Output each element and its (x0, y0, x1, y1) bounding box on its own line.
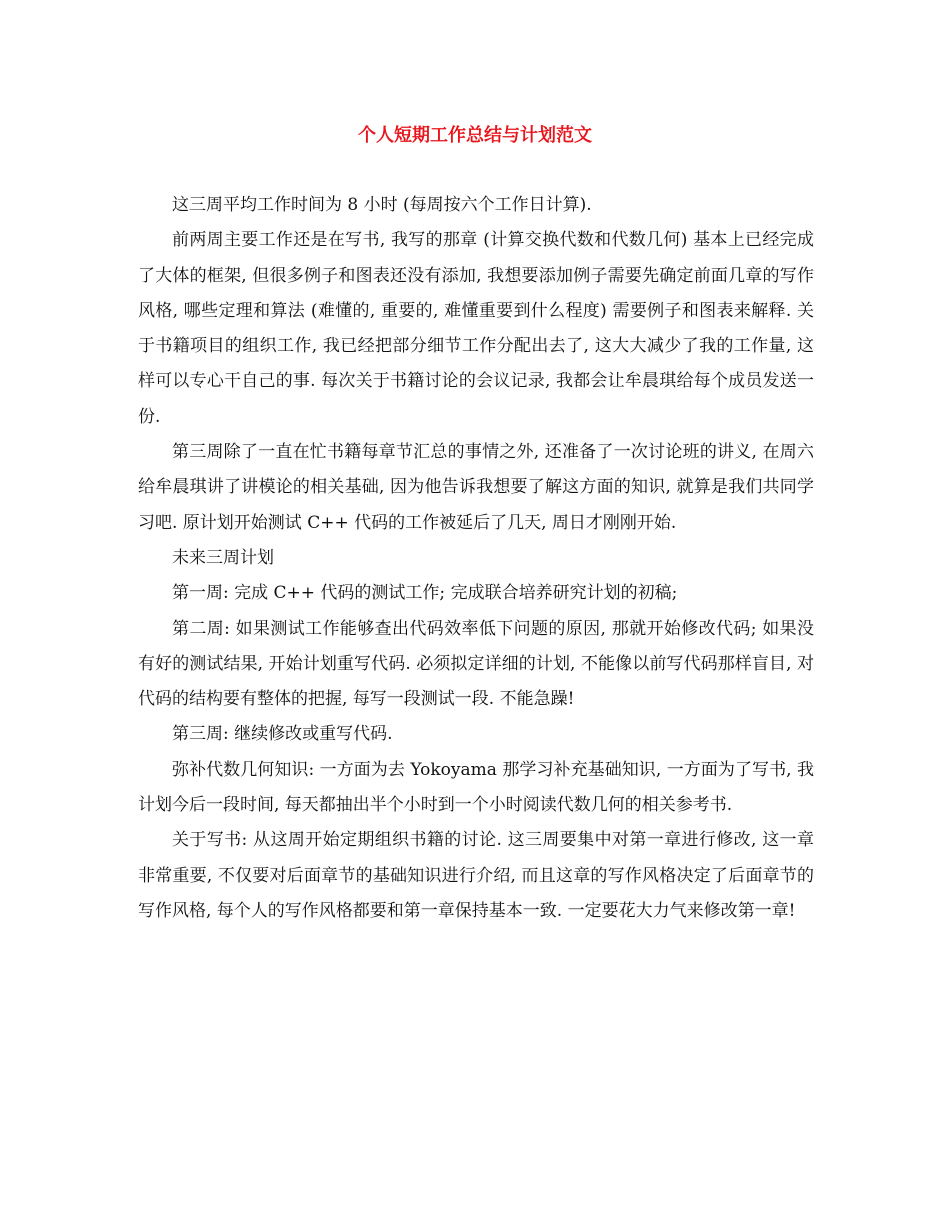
paragraph-algebraic-geometry: 弥补代数几何知识: 一方面为去 Yokoyama 那学习补充基础知识, 一方面为了写书, 我计划今后一段时间, 每天都抽出半个小时到一个小时阅读代数几何的相关参考书. (138, 759, 814, 816)
paragraph-week-two: 第二周: 如果测试工作能够查出代码效率低下问题的原因, 那就开始修改代码; 如果没有好的测试结果, 开始计划重写代码. 必须拟定详细的计划, 不能像以前写代码那样盲目, 对代码的结构要有整体的把握, 每写一段测试一段. 不能急躁! (138, 618, 814, 710)
paragraph-first-two-weeks: 前两周主要工作还是在写书, 我写的那章 (计算交换代数和代数几何) 基本上已经完成了大体的框架, 但很多例子和图表还没有添加, 我想要添加例子需要先确定前面几章的写作风格, 哪些定理和算法 (难懂的, 重要的, 难懂重要到什么程度) 需要例子和图表来解释. 关于书籍项目的组织工作, 我已经把部分细节工作分配出去了, 这大大减少了我的工作量, 这样可以专心干自己的事. 每次关于书籍讨论的会议记录, 我都会让牟晨琪给每个成员发送一份. (138, 230, 814, 427)
paragraph-work-hours: 这三周平均工作时间为 8 小时 (每周按六个工作日计算). (172, 195, 592, 215)
document-body (138, 188, 814, 929)
paragraph-week-one: 第一周: 完成 C++ 代码的测试工作; 完成联合培养研究计划的初稿; (172, 583, 678, 604)
paragraph-book-writing: 关于写书: 从这周开始定期组织书籍的讨论. 这三周要集中对第一章进行修改, 这一章非常重要, 不仅要对后面章节的基础知识进行介绍, 而且这章的写作风格决定了后面章节的写作风格, 每个人的写作风格都要和第一章保持基本一致. 一定要花大力气来修改第一章! (138, 830, 814, 921)
paragraph-plan-heading: 未来三周计划 (172, 547, 274, 568)
paragraph-third-week: 第三周除了一直在忙书籍每章节汇总的事情之外, 还准备了一次讨论班的讲义, 在周六给牟晨琪讲了讲模论的相关基础, 因为他告诉我想要了解这方面的知识, 就算是我们共同学习吧. 原计划开始测试 C++ 代码的工作被延后了几天, 周日才刚刚开始. (138, 442, 814, 533)
paragraph-week-three: 第三周: 继续修改或重写代码. (172, 724, 393, 745)
document-title: 个人短期工作总结与计划范文 (358, 125, 592, 146)
